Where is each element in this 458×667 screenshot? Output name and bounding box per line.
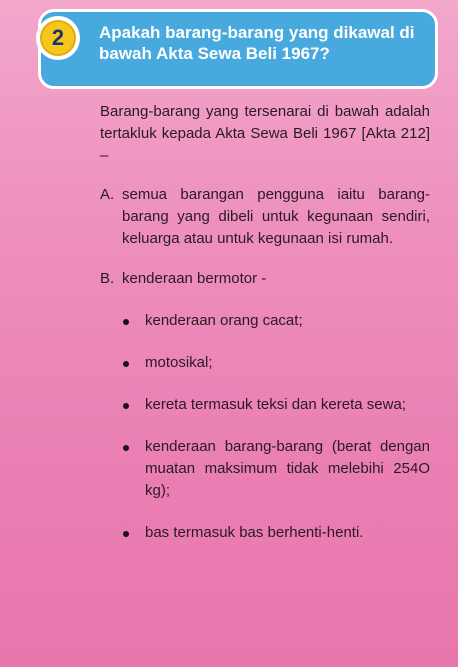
list-item bbox=[145, 394, 430, 416]
question-box bbox=[38, 9, 438, 89]
question-number: 2 bbox=[40, 20, 76, 56]
bullet-dot-icon bbox=[123, 319, 129, 325]
section-b-letter: B. bbox=[100, 270, 115, 287]
section-a-text: semua barangan pengguna iaitu barang-barang yang dibeli untuk kegunaan sendiri, keluarga atau untuk kegunaan isi rumah. bbox=[122, 186, 430, 247]
bullet-dot-icon bbox=[123, 531, 129, 537]
section-a-letter: A. bbox=[100, 186, 115, 203]
vehicle-list bbox=[100, 310, 430, 544]
list-item bbox=[145, 436, 430, 502]
question-number-badge bbox=[36, 16, 80, 60]
bullet-dot-icon bbox=[123, 403, 129, 409]
section-b bbox=[100, 268, 430, 544]
section-a bbox=[100, 184, 430, 250]
section-b-text: kenderaan bermotor - bbox=[122, 270, 267, 287]
bullet-dot-icon bbox=[123, 361, 129, 367]
intro-paragraph: Barang-barang yang tersenarai di bawah adalah tertakluk kepada Akta Sewa Beli 1967 [Akta 212] – bbox=[100, 103, 430, 164]
list-item-text: kereta termasuk teksi dan kereta sewa; bbox=[145, 396, 406, 413]
question-text: Apakah barang-barang yang dikawal di bawah Akta Sewa Beli 1967? bbox=[99, 23, 415, 63]
list-item-text: kenderaan barang-barang (berat dengan muatan maksimum tidak melebihi 254O kg); bbox=[145, 438, 430, 499]
list-item-text: motosikal; bbox=[145, 354, 213, 371]
bullet-dot-icon bbox=[123, 445, 129, 451]
answer-content bbox=[100, 101, 430, 564]
list-item-text: kenderaan orang cacat; bbox=[145, 312, 303, 329]
list-item bbox=[145, 352, 430, 374]
list-item bbox=[145, 522, 430, 544]
list-item bbox=[145, 310, 430, 332]
list-item-text: bas termasuk bas berhenti-henti. bbox=[145, 524, 364, 541]
